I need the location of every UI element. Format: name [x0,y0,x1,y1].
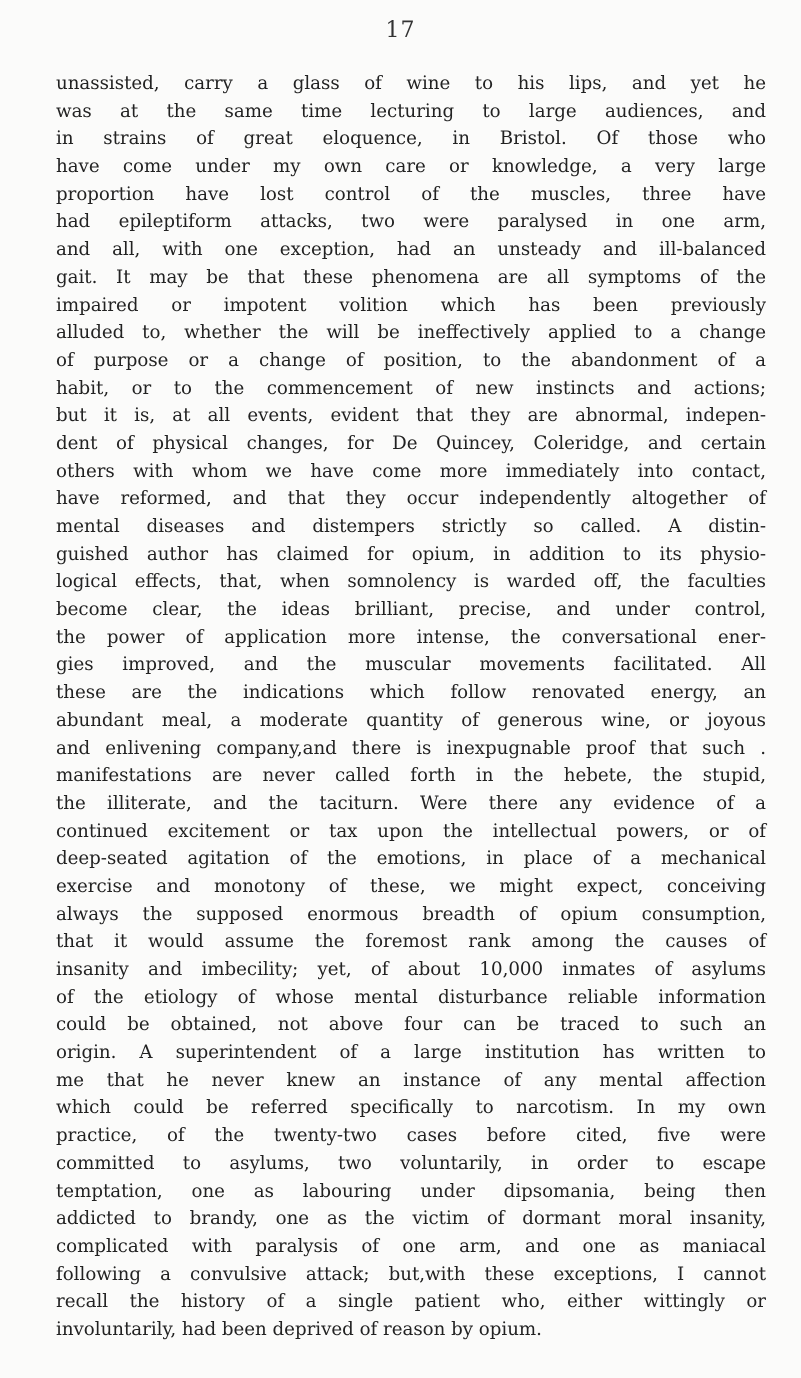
text-line: these are the indications which follow renovated energy, an [56,682,766,704]
text-line: temptation, one as labouring under dipsomania, being then [56,1180,766,1202]
text-line: me that he never knew an instance of any mental affection [56,1069,766,1091]
text-line: manifestations are never called forth in the hebete, the stupid, [56,765,766,787]
text-line: unassisted, carry a glass of wine to his lips, and yet he [56,73,766,94]
text-line: always the supposed enormous breadth of opium consumption, [56,903,766,925]
text-line: committed to asylums, two voluntarily, in order to escape [56,1152,766,1174]
text-line: recall the history of a single patient who, either wittingly or [56,1291,766,1313]
text-line: complicated with paralysis of one arm, and one as maniacal [56,1235,766,1257]
text-line: others with whom we have come more immediately into contact, [56,460,766,482]
text-line: the illiterate, and the taciturn. Were there any evidence of a [56,792,766,814]
text-line: guished author has claimed for opium, in addition to its physio- [56,543,766,565]
text-line: logical effects, that, when somnolency is warded off, the faculties [56,571,766,593]
text-line: gait. It may be that these phenomena are all symptoms of the [56,266,766,288]
text-line: that it would assume the foremost rank among the causes of [56,931,766,953]
text-line: origin. A superintendent of a large institution has written to [56,1042,766,1064]
text-line: mental diseases and distempers strictly so called. A distin- [56,516,766,537]
text-line: could be obtained, not above four can be traced to such an [56,1014,766,1036]
text-line: have reformed, and that they occur independently altogether of [56,488,766,510]
text-line: become clear, the ideas brilliant, precise, and under control, [56,599,766,621]
text-line: exercise and monotony of these, we might expect, conceiving [56,875,766,897]
text-line: involuntarily, had been deprived of reason by opium. [56,1318,542,1340]
text-line: and enlivening company,and there is inexpugnable proof that such . [56,737,766,759]
text-line: deep-seated agitation of the emotions, in place of a mechanical [56,848,766,870]
text-line: alluded to, whether the will be ineffectively applied to a change [56,322,766,344]
text-line: the power of application more intense, the conversational ener- [56,626,766,648]
text-line: of the etiology of whose mental disturbance reliable information [56,986,766,1008]
text-line: abundant meal, a moderate quantity of generous wine, or joyous [56,709,766,731]
body-text [56,70,766,1344]
text-line: had epileptiform attacks, two were paralysed in one arm, [56,211,766,233]
text-line: of purpose or a change of position, to the abandonment of a [56,349,766,371]
text-line: which could be referred specifically to narcotism. In my own [56,1097,766,1119]
text-line: continued excitement or tax upon the intellectual powers, or of [56,820,766,842]
text-line: impaired or impotent volition which has been previously [56,294,766,316]
text-line: gies improved, and the muscular movements facilitated. All [56,654,766,676]
text-line: addicted to brandy, one as the victim of dormant moral insanity, [56,1208,766,1230]
page-number: 17 [385,18,416,43]
text-line: following a convulsive attack; but,with these exceptions, I cannot [56,1263,766,1285]
text-line: habit, or to the commencement of new instincts and actions; [56,377,766,399]
text-line: in strains of great eloquence, in Bristol. Of those who [56,128,766,150]
text-line: was at the same time lecturing to large audiences, and [56,100,766,122]
text-line: insanity and imbecility; yet, of about 10,000 inmates of asylums [56,959,766,980]
text-line: dent of physical changes, for De Quincey, Coleridge, and certain [56,432,766,454]
text-line: practice, of the twenty-two cases before cited, five were [56,1125,766,1147]
text-line: proportion have lost control of the muscles, three have [56,183,766,205]
text-line: have come under my own care or knowledge, a very large [56,156,766,178]
text-line: and all, with one exception, had an unsteady and ill-balanced [56,239,766,261]
text-line: but it is, at all events, evident that they are abnormal, indepen- [56,405,766,427]
